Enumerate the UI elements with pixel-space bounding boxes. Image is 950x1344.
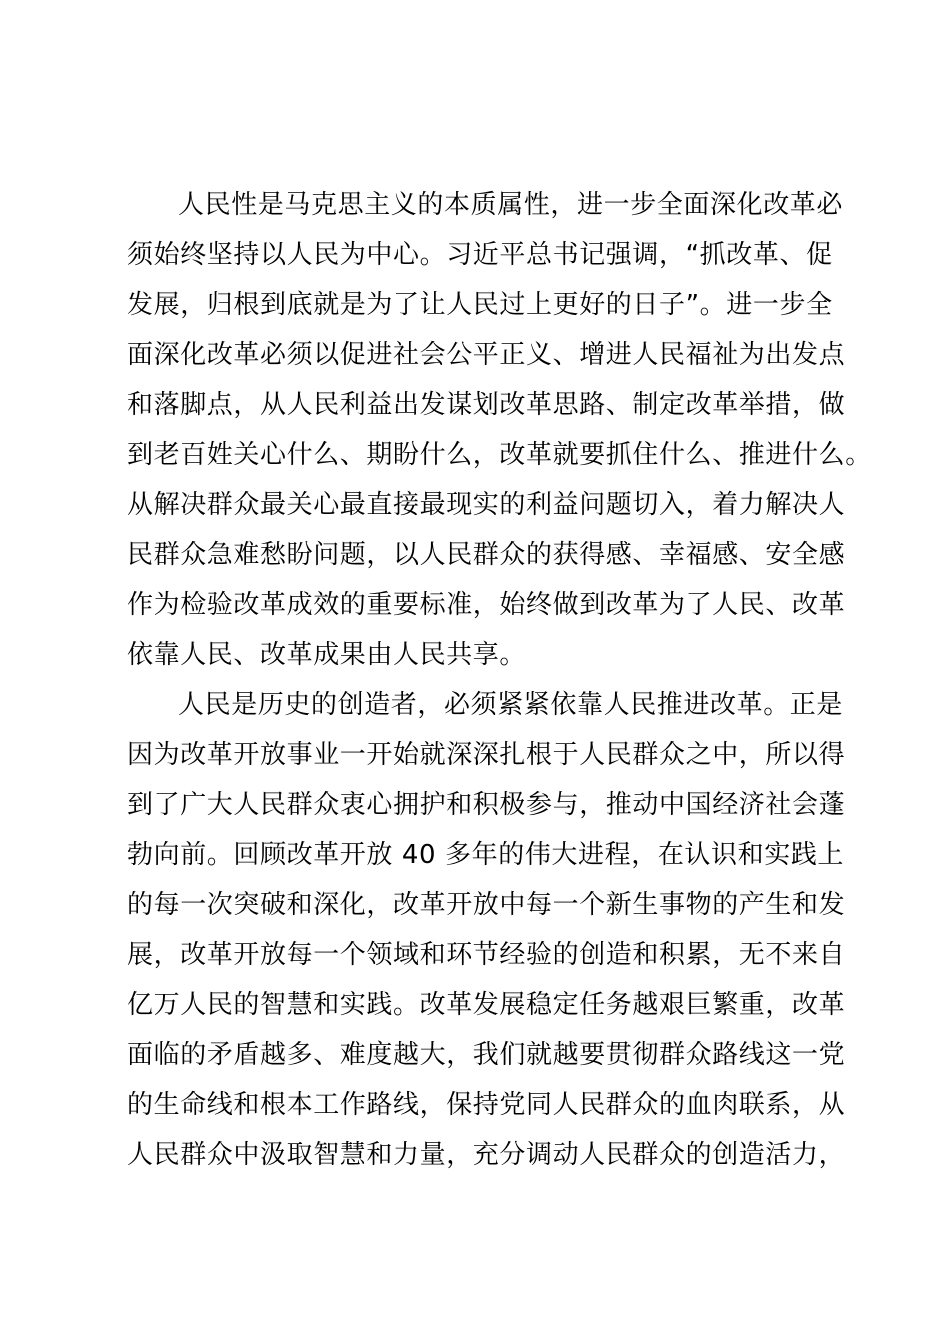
text-line: 到了广大人民群众衷心拥护和积极参与，推动中国经济社会蓬 bbox=[127, 790, 846, 820]
text-line: 从解决群众最关心最直接最现实的利益问题切入，着力解决人 bbox=[127, 490, 846, 520]
text-line: 面深化改革必须以促进社会公平正义、增进人民福祉为出发点 bbox=[127, 340, 846, 370]
text-line: 展，改革开放每一个领域和环节经验的创造和积累，无不来自 bbox=[127, 940, 846, 970]
text-line: 依靠人民、改革成果由人民共享。 bbox=[127, 640, 527, 670]
text-line: 亿万人民的智慧和实践。改革发展稳定任务越艰巨繁重，改革 bbox=[127, 990, 846, 1020]
text-line: 人民群众中汲取智慧和力量，充分调动人民群众的创造活力， bbox=[127, 1140, 846, 1170]
text-line: 作为检验改革成效的重要标准，始终做到改革为了人民、改革 bbox=[127, 590, 846, 620]
text-line: 须始终坚持以人民为中心。习近平总书记强调，“抓改革、促 bbox=[127, 240, 833, 270]
text-line: 人民是历史的创造者，必须紧紧依靠人民推进改革。正是 bbox=[178, 690, 844, 720]
text-line: 面临的矛盾越多、难度越大，我们就越要贯彻群众路线这一党 bbox=[127, 1040, 846, 1070]
text-line: 的每一次突破和深化，改革开放中每一个新生事物的产生和发 bbox=[127, 890, 846, 920]
text-line: 人民性是马克思主义的本质属性，进一步全面深化改革必 bbox=[178, 190, 844, 220]
text-line: 民群众急难愁盼问题，以人民群众的获得感、幸福感、安全感 bbox=[127, 540, 846, 570]
text-line: 勃向前。回顾改革开放 40 多年的伟大进程，在认识和实践上 bbox=[127, 840, 845, 870]
text-line: 因为改革开放事业一开始就深深扎根于人民群众之中，所以得 bbox=[127, 740, 846, 770]
text-line: 和落脚点，从人民利益出发谋划改革思路、制定改革举措，做 bbox=[127, 390, 846, 420]
text-line: 的生命线和根本工作路线，保持党同人民群众的血肉联系，从 bbox=[127, 1090, 846, 1120]
text-line: 发展，归根到底就是为了让人民过上更好的日子”。进一步全 bbox=[127, 290, 833, 320]
text-line: 到老百姓关心什么、期盼什么，改革就要抓住什么、推进什么。 bbox=[127, 440, 872, 470]
